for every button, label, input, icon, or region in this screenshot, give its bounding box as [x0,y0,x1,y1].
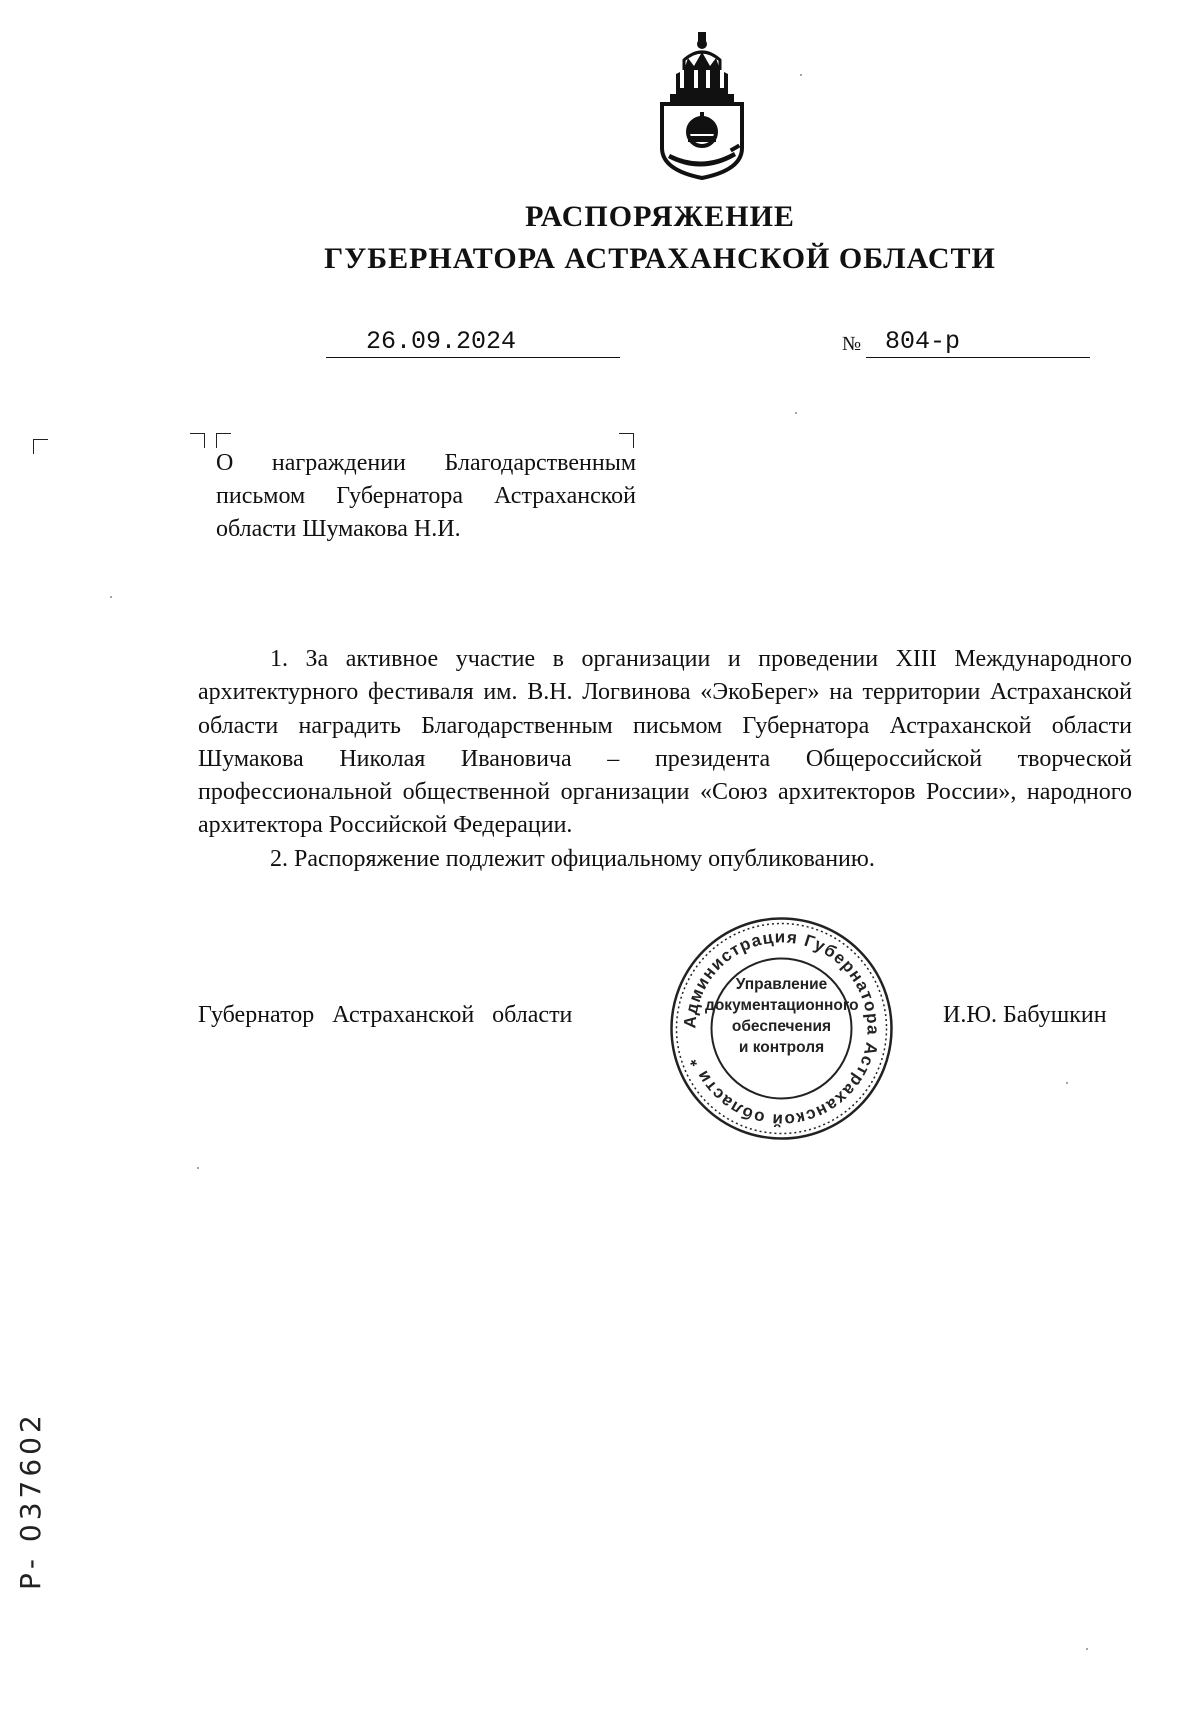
scan-speck [795,412,797,414]
body-paragraph: 1. За активное участие в организации и проведении XIII Международного архитектурного фестиваля им. В.Н. Логвинова «ЭкоБерег» на территории Астраханской области наградить Благодарственным письмом Губернатора Астраханской области Шумакова Николая Ивановича – президента Общероссийской творческой профессиональной общественной организации «Союз архитекторов России», народного архитектора Российской Федерации. [198,646,1132,839]
subject-corner-mark [619,433,634,448]
scan-speck [1086,1648,1088,1650]
document-subject: О награждении Благодарственным письмом Губернатора Астраханской области Шумакова Н.И. [216,450,636,542]
number-sign: № [842,333,862,355]
body-paragraph: 2. Распоряжение подлежит официальному опубликованию. [270,845,875,872]
signatory-position: Губернатор Астраханской области [198,1002,573,1028]
date-underline [326,357,620,358]
registration-number: Р- 037602 [14,1411,47,1590]
document-type-title: РАСПОРЯЖЕНИЕ [525,200,795,233]
scan-speck [197,1167,199,1169]
scan-speck [1066,1082,1068,1084]
document-number: 804-р [885,327,961,356]
signatory-name: И.Ю. Бабушкин [943,1002,1107,1028]
subject-corner-mark [190,433,205,448]
subject-corner-mark [216,433,231,448]
stamp-center-text: Управление документационного обеспечения и контроля [705,976,859,1056]
scan-speck [800,74,802,76]
stamp-ring-text: Администрация Губернатора Астраханской области * [680,927,883,1130]
number-underline [866,357,1090,358]
document-date: 26.09.2024 [366,327,517,356]
issuer-title: ГУБЕРНАТОРА АСТРАХАНСКОЙ ОБЛАСТИ [324,242,996,275]
scan-speck [110,596,112,598]
coat-of-arms-icon [654,30,750,180]
margin-corner-mark [33,439,48,454]
document-body [198,643,1132,876]
